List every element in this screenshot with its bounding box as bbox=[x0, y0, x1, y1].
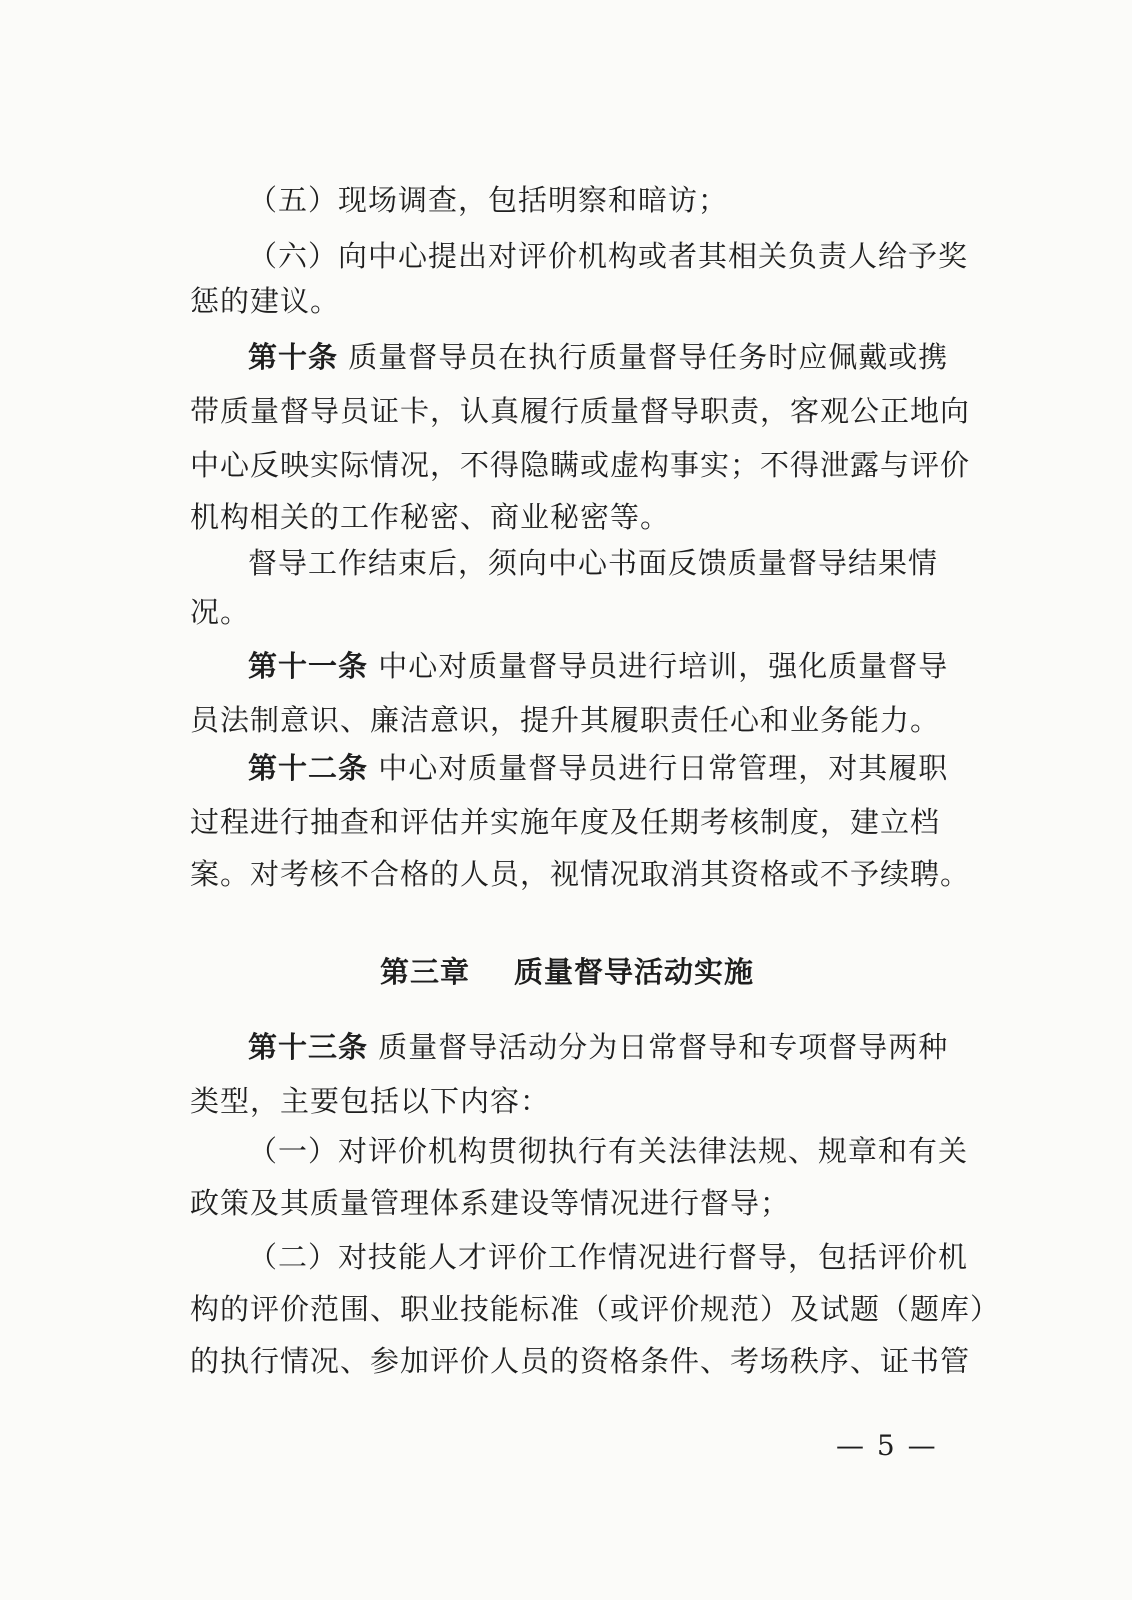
line-text: 中心对质量督导员进行日常管理，对其履职 bbox=[378, 751, 949, 785]
article-line bbox=[248, 646, 949, 686]
text-line bbox=[190, 700, 940, 740]
text-line bbox=[190, 1341, 971, 1381]
text-line bbox=[248, 180, 728, 220]
text-line bbox=[190, 391, 971, 431]
text-line bbox=[248, 1131, 969, 1171]
line-text: （五）现场调查，包括明察和暗访； bbox=[248, 183, 729, 217]
line-text: 中心反映实际情况，不得隐瞒或虚构事实；不得泄露与评价 bbox=[190, 448, 971, 482]
text-line bbox=[190, 592, 250, 632]
text-line bbox=[190, 281, 340, 321]
line-text: 质量督导员在执行质量督导任务时应佩戴或携 bbox=[348, 340, 949, 374]
line-text: 的执行情况、参加评价人员的资格条件、考场秩序、证书管 bbox=[190, 1344, 971, 1378]
line-text: 惩的建议。 bbox=[190, 284, 341, 318]
article-heading: 第十一条 bbox=[248, 649, 369, 683]
line-text: 况。 bbox=[190, 595, 251, 629]
article-line bbox=[248, 1027, 949, 1067]
page-number: — 5 — bbox=[836, 1429, 938, 1462]
article-line bbox=[248, 748, 949, 788]
text-line bbox=[190, 854, 970, 894]
text-line bbox=[248, 543, 939, 583]
text-line bbox=[190, 1183, 790, 1223]
line-text: 质量督导活动分为日常督导和专项督导两种 bbox=[378, 1030, 949, 1064]
text-line bbox=[190, 497, 670, 537]
line-text: 过程进行抽查和评估并实施年度及任期考核制度，建立档 bbox=[190, 805, 941, 839]
text-line bbox=[190, 1081, 550, 1121]
article-heading: 第十二条 bbox=[248, 751, 369, 785]
line-text: （六）向中心提出对评价机构或者其相关负责人给予奖 bbox=[248, 239, 969, 273]
line-text: 员法制意识、廉洁意识，提升其履职责任心和业务能力。 bbox=[190, 703, 941, 737]
line-text: 中心对质量督导员进行培训，强化质量督导 bbox=[378, 649, 949, 683]
chapter-heading bbox=[380, 952, 754, 992]
line-text: 督导工作结束后，须向中心书面反馈质量督导结果情 bbox=[248, 546, 939, 580]
text-line bbox=[190, 445, 971, 485]
chapter-number: 第三章 bbox=[380, 955, 471, 989]
text-line bbox=[248, 1237, 969, 1277]
line-text: 机构相关的工作秘密、商业秘密等。 bbox=[190, 500, 671, 534]
chapter-title: 质量督导活动实施 bbox=[514, 955, 755, 989]
article-heading: 第十条 bbox=[248, 340, 339, 374]
line-text: 带质量督导员证卡，认真履行质量督导职责，客观公正地向 bbox=[190, 394, 971, 428]
line-text: 构的评价范围、职业技能标准（或评价规范）及试题（题库） bbox=[190, 1292, 1001, 1326]
line-text: 案。对考核不合格的人员，视情况取消其资格或不予续聘。 bbox=[190, 857, 971, 891]
text-line bbox=[190, 1289, 1001, 1329]
text-line bbox=[248, 236, 969, 276]
article-heading: 第十三条 bbox=[248, 1030, 369, 1064]
article-line bbox=[248, 337, 949, 377]
text-line bbox=[190, 802, 941, 842]
line-text: （二）对技能人才评价工作情况进行督导，包括评价机 bbox=[248, 1240, 969, 1274]
line-text: （一）对评价机构贯彻执行有关法律法规、规章和有关 bbox=[248, 1134, 969, 1168]
line-text: 政策及其质量管理体系建设等情况进行督导； bbox=[190, 1186, 791, 1220]
line-text: 类型，主要包括以下内容： bbox=[190, 1084, 551, 1118]
